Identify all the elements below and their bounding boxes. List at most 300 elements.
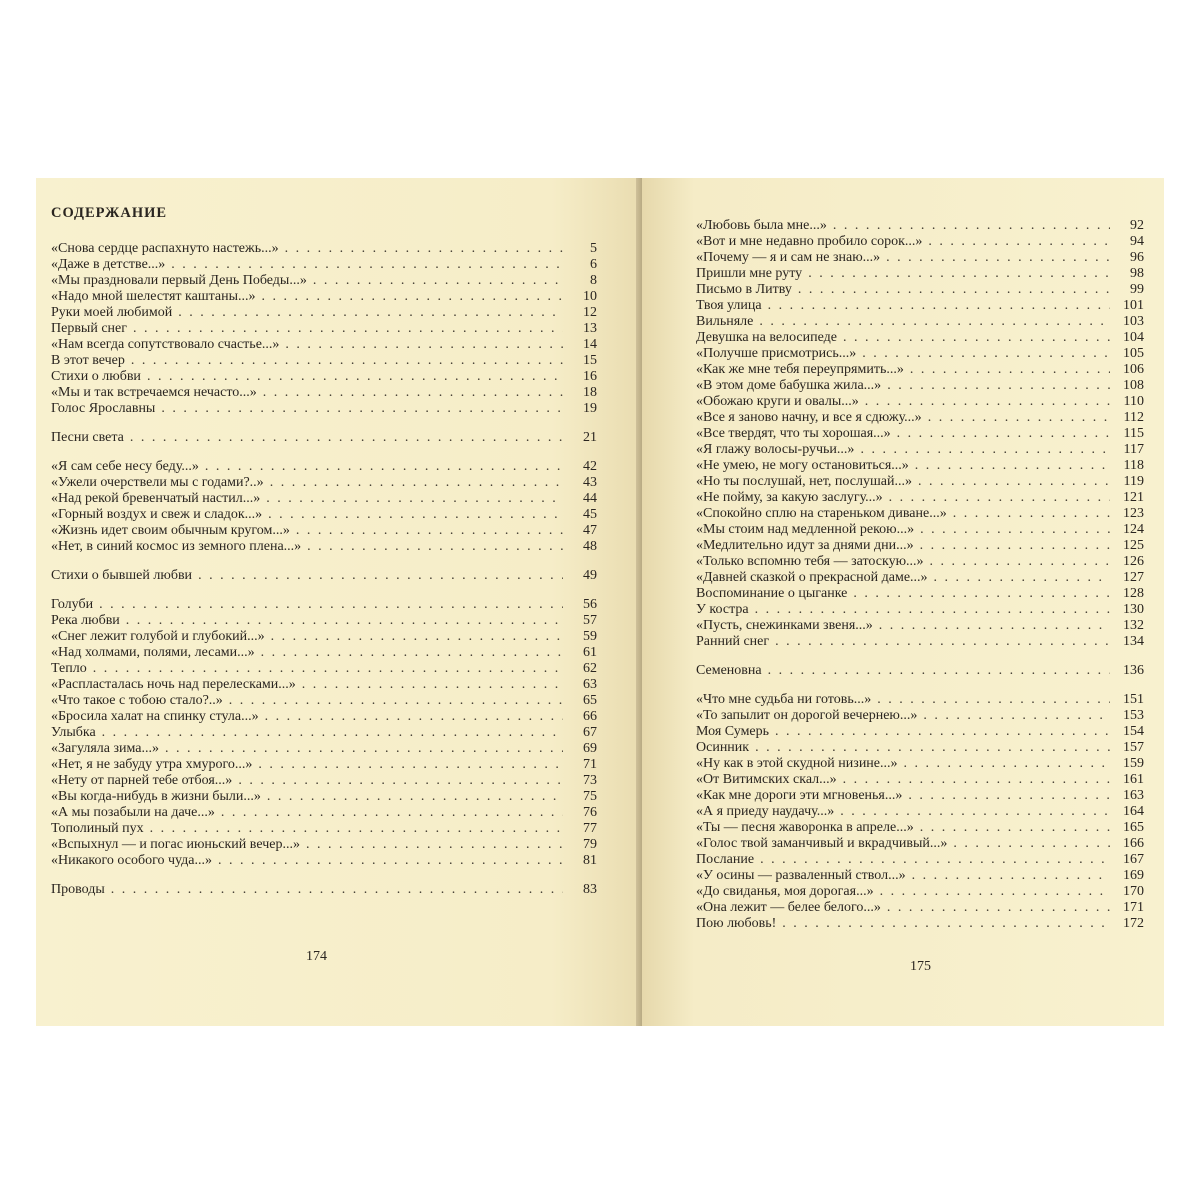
toc-entry-page: 47 (583, 523, 597, 538)
toc-entry-page: 112 (1123, 410, 1144, 425)
toc-entry-page: 44 (583, 491, 597, 506)
toc-entry-page: 151 (1123, 692, 1144, 707)
toc-entry (51, 773, 597, 789)
dot-leader (808, 266, 1110, 282)
toc-entry-title: Воспоминание о цыганке (696, 586, 848, 601)
toc-entry-title: «Жизнь идет своим обычным кругом...» (51, 523, 290, 538)
toc-entry-page: 18 (583, 385, 597, 400)
toc-entry (51, 273, 597, 289)
toc-entry-page: 79 (583, 837, 597, 852)
toc-entry-page: 69 (583, 741, 597, 756)
toc-entry (696, 852, 1144, 868)
toc-entry-title: Руки моей любимой (51, 305, 173, 320)
toc-entry-title: «Распласталась ночь над перелесками...» (51, 677, 296, 692)
dot-leader (887, 900, 1110, 916)
dot-leader (910, 362, 1110, 378)
dot-leader (268, 507, 563, 523)
toc-entry-page: 98 (1130, 266, 1144, 281)
dot-leader (833, 218, 1110, 234)
toc-entry-page: 125 (1123, 538, 1144, 553)
toc-entry-page: 96 (1130, 250, 1144, 265)
toc-entry (51, 321, 597, 337)
toc-entry-title: «Загуляла зима...» (51, 741, 159, 756)
toc-entry-page: 21 (583, 430, 597, 445)
toc-entry-title: «Нет, я не забуду утра хмурого...» (51, 757, 253, 772)
toc-entry-title: «Но ты послушай, нет, послушай...» (696, 474, 912, 489)
toc-entry-page: 130 (1123, 602, 1144, 617)
toc-entry-title: «Спокойно сплю на стареньком диване...» (696, 506, 947, 521)
toc-entry (51, 353, 597, 369)
dot-leader (263, 385, 563, 401)
toc-entry-page: 115 (1123, 426, 1144, 441)
toc-entry (696, 410, 1144, 426)
toc-entry-page: 43 (583, 475, 597, 490)
toc-entry-title: «Горный воздух и свеж и сладок...» (51, 507, 263, 522)
toc-entry-page: 45 (583, 507, 597, 522)
toc-entry (696, 900, 1144, 916)
toc-entry (696, 442, 1144, 458)
toc-entry-title: «Ужели очерствели мы с годами?..» (51, 475, 264, 490)
toc-entry-page: 77 (583, 821, 597, 836)
toc-entry (696, 474, 1144, 490)
dot-leader (271, 629, 563, 645)
toc-entry (51, 882, 597, 898)
toc-entry (696, 884, 1144, 900)
dot-leader (270, 475, 563, 491)
toc-entry-page: 157 (1123, 740, 1144, 755)
dot-leader (267, 789, 563, 805)
dot-leader (879, 618, 1110, 634)
toc-entry-page: 117 (1123, 442, 1144, 457)
toc-entry-page: 12 (583, 305, 597, 320)
toc-entry (51, 693, 597, 709)
dot-leader (302, 677, 563, 693)
toc-entry (696, 836, 1144, 852)
dot-leader (131, 353, 563, 369)
toc-entry-title: «Давней сказкой о прекрасной даме...» (696, 570, 928, 585)
section-gap (696, 679, 1144, 692)
toc-entry (696, 458, 1144, 474)
toc-entry-page: 166 (1123, 836, 1144, 851)
right-page (642, 178, 1164, 1026)
dot-leader (862, 346, 1110, 362)
toc-entry-page: 153 (1123, 708, 1144, 723)
toc-entry-title: Семеновна (696, 663, 762, 678)
toc-entry-page: 123 (1123, 506, 1144, 521)
dot-leader (880, 884, 1110, 900)
toc-entry (51, 757, 597, 773)
toc-entry-title: Твоя улица (696, 298, 762, 313)
dot-leader (912, 868, 1110, 884)
toc-entry-page: 132 (1123, 618, 1144, 633)
toc-entry-title: Голос Ярославны (51, 401, 156, 416)
toc-entry-title: Стихи о бывшей любви (51, 568, 193, 583)
toc-entry-title: «Как мне дороги эти мгновенья...» (696, 788, 903, 803)
toc-entry-title: «До свиданья, моя дорогая...» (696, 884, 874, 899)
dot-leader (923, 708, 1110, 724)
toc-entry-title: «А мы позабыли на даче...» (51, 805, 215, 820)
toc-entry-page: 6 (590, 257, 597, 272)
toc-entry-title: «Никакого особого чуда...» (51, 853, 212, 868)
toc-entry-page: 169 (1123, 868, 1144, 883)
toc-entry (696, 618, 1144, 634)
dot-leader (760, 852, 1110, 868)
toc-entry-title: «Мы праздновали первый День Победы...» (51, 273, 307, 288)
dot-leader (775, 634, 1110, 650)
book-spread (36, 178, 1164, 1026)
toc-entry-title: «Я глажу волосы-ручьи...» (696, 442, 855, 457)
toc-entry-page: 73 (583, 773, 597, 788)
toc-entry-page: 124 (1123, 522, 1144, 537)
dot-leader (258, 757, 563, 773)
toc-entry-title: Послание (696, 852, 755, 867)
toc-entry (696, 708, 1144, 724)
toc-entry-title: Осинник (696, 740, 750, 755)
dot-leader (930, 554, 1110, 570)
toc-entry-title: «Надо мной шелестят каштаны...» (51, 289, 256, 304)
toc-entry-page: 172 (1123, 916, 1144, 931)
dot-leader (133, 321, 563, 337)
dot-leader (918, 474, 1110, 490)
toc-entry (696, 250, 1144, 266)
left-page (36, 178, 642, 1026)
toc-entry-title: «Нам всегда сопутствовало счастье...» (51, 337, 280, 352)
toc-entry (51, 539, 597, 555)
toc-entry (51, 661, 597, 677)
toc-entry (696, 426, 1144, 442)
toc-entry (51, 459, 597, 475)
toc-entry-page: 126 (1123, 554, 1144, 569)
toc-entry-page: 75 (583, 789, 597, 804)
toc-entry-title: «Вы когда-нибудь в жизни были...» (51, 789, 261, 804)
toc-entry-title: «Вот и мне недавно пробило сорок...» (696, 234, 923, 249)
dot-leader (111, 882, 563, 898)
toc-entry-title: Вильняле (696, 314, 754, 329)
toc-entry-page: 19 (583, 401, 597, 416)
toc-entry-title: «Ну как в этой скудной низине...» (696, 756, 898, 771)
dot-leader (229, 693, 563, 709)
toc-entry-title: Голуби (51, 597, 94, 612)
toc-entry-title: «Над рекой бревенчатый настил...» (51, 491, 261, 506)
toc-entry-page: 118 (1123, 458, 1144, 473)
toc-entry (696, 506, 1144, 522)
dot-leader (178, 305, 563, 321)
toc-entry-title: «Над холмами, полями, лесами...» (51, 645, 255, 660)
toc-entry-page: 49 (583, 568, 597, 583)
toc-entry-title: Моя Сумерь (696, 724, 770, 739)
dot-leader (904, 756, 1110, 772)
toc-entry-title: «Вспыхнул — и погас июньский вечер...» (51, 837, 300, 852)
dot-leader (759, 314, 1110, 330)
toc-entry-page: 167 (1123, 852, 1144, 867)
toc-entry (51, 645, 597, 661)
toc-entry-page: 83 (583, 882, 597, 897)
dot-leader (238, 773, 563, 789)
dot-leader (897, 426, 1110, 442)
toc-entry-page: 171 (1123, 900, 1144, 915)
dot-leader (928, 410, 1110, 426)
dot-leader (205, 459, 563, 475)
toc-entry-page: 161 (1123, 772, 1144, 787)
toc-entry (696, 490, 1144, 506)
toc-entry (696, 522, 1144, 538)
toc-entry-page: 61 (583, 645, 597, 660)
toc-entry-page: 164 (1123, 804, 1144, 819)
dot-leader (165, 741, 563, 757)
toc-entry-page: 134 (1123, 634, 1144, 649)
toc-entry (696, 330, 1144, 346)
toc-entry (51, 289, 597, 305)
toc-entry-page: 65 (583, 693, 597, 708)
toc-entry (696, 663, 1144, 679)
dot-leader (130, 430, 563, 446)
toc-entry (51, 677, 597, 693)
toc-entry (696, 724, 1144, 740)
toc-entry (51, 597, 597, 613)
toc-entry (51, 821, 597, 837)
toc-entry (51, 789, 597, 805)
toc-entry-title: «Даже в детстве...» (51, 257, 166, 272)
toc-entry (51, 385, 597, 401)
dot-leader (928, 234, 1110, 250)
toc-entry-title: Песни света (51, 430, 124, 445)
toc-entry-title: «От Витимских скал...» (696, 772, 837, 787)
toc-entry-page: 127 (1123, 570, 1144, 585)
dot-leader (782, 916, 1110, 932)
dot-leader (920, 820, 1110, 836)
dot-leader (161, 401, 563, 417)
dot-leader (262, 289, 563, 305)
dot-leader (768, 298, 1110, 314)
dot-leader (798, 282, 1110, 298)
section-gap (51, 555, 597, 568)
toc-entry (696, 218, 1144, 234)
toc-entry-title: «Получше присмотрись...» (696, 346, 857, 361)
dot-leader (920, 522, 1110, 538)
toc-entry (51, 475, 597, 491)
dot-leader (840, 804, 1110, 820)
toc-entry-title: «Нету от парней тебе отбоя...» (51, 773, 233, 788)
toc-entry (696, 538, 1144, 554)
toc-entry-title: Девушка на велосипеде (696, 330, 837, 345)
toc-entry (696, 788, 1144, 804)
toc-entry-page: 110 (1123, 394, 1144, 409)
toc-entry-title: Пришли мне руту (696, 266, 803, 281)
toc-entry-title: «Пусть, снежинками звеня...» (696, 618, 873, 633)
toc-entry-title: «Только вспомню тебя — затоскую...» (696, 554, 924, 569)
toc-entry (696, 234, 1144, 250)
toc-entry-page: 67 (583, 725, 597, 740)
dot-leader (755, 740, 1110, 756)
toc-entry-title: «Что мне судьба ни готовь...» (696, 692, 872, 707)
toc-entry (51, 430, 597, 446)
toc-entry-page: 56 (583, 597, 597, 612)
toc-entry (696, 804, 1144, 820)
toc-entry (696, 378, 1144, 394)
dot-leader (93, 661, 563, 677)
dot-leader (313, 273, 563, 289)
toc-entry (696, 346, 1144, 362)
dot-leader (306, 837, 563, 853)
toc-entry-page: 101 (1123, 298, 1144, 313)
dot-leader (171, 257, 563, 273)
toc-entry-page: 163 (1123, 788, 1144, 803)
toc-entry-page: 165 (1123, 820, 1144, 835)
toc-entry (696, 570, 1144, 586)
toc-entry-page: 5 (590, 241, 597, 256)
toc-entry-title: «Нет, в синий космос из земного плена...» (51, 539, 302, 554)
dot-leader (99, 597, 563, 613)
toc-entry (696, 772, 1144, 788)
toc-entry-title: «Не умею, не могу остановиться...» (696, 458, 909, 473)
page-number-right: 175 (910, 959, 931, 974)
toc-entry (696, 282, 1144, 298)
dot-leader (877, 692, 1110, 708)
toc-entry-title: В этот вечер (51, 353, 125, 368)
toc-entry-page: 59 (583, 629, 597, 644)
toc-entry (51, 337, 597, 353)
toc-entry-page: 94 (1130, 234, 1144, 249)
toc-entry-page: 16 (583, 369, 597, 384)
toc-entry-title: Первый снег (51, 321, 127, 336)
toc-list-left (51, 241, 597, 898)
toc-entry-page: 159 (1123, 756, 1144, 771)
toc-entry-title: «Любовь была мне...» (696, 218, 827, 233)
toc-entry-page: 105 (1123, 346, 1144, 361)
toc-entry-title: «Что такое с тобою стало?..» (51, 693, 223, 708)
dot-leader (221, 805, 563, 821)
toc-entry (51, 709, 597, 725)
toc-entry-title: «Медлительно идут за днями дни...» (696, 538, 914, 553)
dot-leader (860, 442, 1110, 458)
toc-entry-page: 13 (583, 321, 597, 336)
section-gap (51, 869, 597, 882)
toc-entry-title: Пою любовь! (696, 916, 777, 931)
dot-leader (126, 613, 563, 629)
toc-entry-page: 76 (583, 805, 597, 820)
toc-entry-title: «У осины — разваленный ствол...» (696, 868, 906, 883)
toc-entry-title: «А я приеду наудачу...» (696, 804, 835, 819)
dot-leader (915, 458, 1110, 474)
toc-entry (51, 725, 597, 741)
dot-leader (843, 330, 1110, 346)
toc-entry (696, 756, 1144, 772)
toc-entry-title: «Она лежит — белее белого...» (696, 900, 881, 915)
dot-leader (843, 772, 1110, 788)
toc-entry (696, 602, 1144, 618)
toc-entry-title: «То запылит он дорогой вечернею...» (696, 708, 918, 723)
dot-leader (218, 853, 563, 869)
toc-entry (696, 692, 1144, 708)
toc-entry (51, 853, 597, 869)
dot-leader (908, 788, 1110, 804)
toc-entry (51, 369, 597, 385)
toc-entry-title: «Голос твой заманчивый и вкрадчивый...» (696, 836, 948, 851)
dot-leader (953, 506, 1110, 522)
section-gap (51, 417, 597, 430)
toc-entry-page: 119 (1123, 474, 1144, 489)
toc-entry (696, 820, 1144, 836)
toc-list-right (696, 218, 1144, 932)
toc-entry (51, 491, 597, 507)
toc-entry (696, 586, 1144, 602)
toc-entry (51, 837, 597, 853)
toc-entry-title: «Все твердят, что ты хорошая...» (696, 426, 891, 441)
section-gap (51, 446, 597, 459)
toc-entry-page: 10 (583, 289, 597, 304)
toc-entry-title: «Почему — я и сам не знаю...» (696, 250, 881, 265)
toc-entry-title: Проводы (51, 882, 105, 897)
toc-entry-title: «В этом доме бабушка жила...» (696, 378, 882, 393)
dot-leader (285, 241, 563, 257)
dot-leader (934, 570, 1110, 586)
toc-entry (51, 305, 597, 321)
toc-entry-title: Ранний снег (696, 634, 770, 649)
toc-entry (696, 740, 1144, 756)
toc-entry (51, 613, 597, 629)
toc-entry-page: 99 (1130, 282, 1144, 297)
toc-entry-page: 57 (583, 613, 597, 628)
toc-entry (696, 394, 1144, 410)
toc-entry-page: 121 (1123, 490, 1144, 505)
toc-entry (51, 805, 597, 821)
toc-entry-page: 15 (583, 353, 597, 368)
toc-entry (696, 298, 1144, 314)
dot-leader (147, 369, 563, 385)
dot-leader (296, 523, 563, 539)
toc-entry (51, 507, 597, 523)
toc-entry (51, 257, 597, 273)
toc-entry-title: «Ты — песня жаворонка в апреле...» (696, 820, 914, 835)
toc-entry (696, 266, 1144, 282)
toc-entry-page: 154 (1123, 724, 1144, 739)
toc-entry-title: «Мы и так встречаемся нечасто...» (51, 385, 257, 400)
toc-entry-page: 128 (1123, 586, 1144, 601)
toc-entry-page: 42 (583, 459, 597, 474)
dot-leader (265, 709, 563, 725)
toc-entry (51, 568, 597, 584)
dot-leader (889, 490, 1110, 506)
toc-entry-page: 170 (1123, 884, 1144, 899)
toc-entry-page: 136 (1123, 663, 1144, 678)
toc-entry (51, 629, 597, 645)
toc-entry-page: 62 (583, 661, 597, 676)
dot-leader (775, 724, 1110, 740)
toc-entry-title: Письмо в Литву (696, 282, 792, 297)
dot-leader (198, 568, 563, 584)
toc-entry-title: «Снег лежит голубой и глубокий...» (51, 629, 265, 644)
dot-leader (887, 378, 1110, 394)
toc-entry-page: 14 (583, 337, 597, 352)
toc-entry-title: Стихи о любви (51, 369, 141, 384)
toc-entry-page: 92 (1130, 218, 1144, 233)
toc-entry-title: У костра (696, 602, 749, 617)
toc-entry (51, 741, 597, 757)
toc-entry-page: 104 (1123, 330, 1144, 345)
toc-entry-title: «Мы стоим над медленной рекою...» (696, 522, 915, 537)
toc-entry (696, 554, 1144, 570)
toc-entry-title: Река любви (51, 613, 120, 628)
toc-entry-page: 66 (583, 709, 597, 724)
dot-leader (102, 725, 563, 741)
toc-entry (696, 362, 1144, 378)
toc-entry-page: 106 (1123, 362, 1144, 377)
dot-leader (755, 602, 1110, 618)
dot-leader (261, 645, 563, 661)
contents-heading: СОДЕРЖАНИЕ (51, 205, 168, 221)
toc-entry (696, 916, 1144, 932)
toc-entry-page: 63 (583, 677, 597, 692)
